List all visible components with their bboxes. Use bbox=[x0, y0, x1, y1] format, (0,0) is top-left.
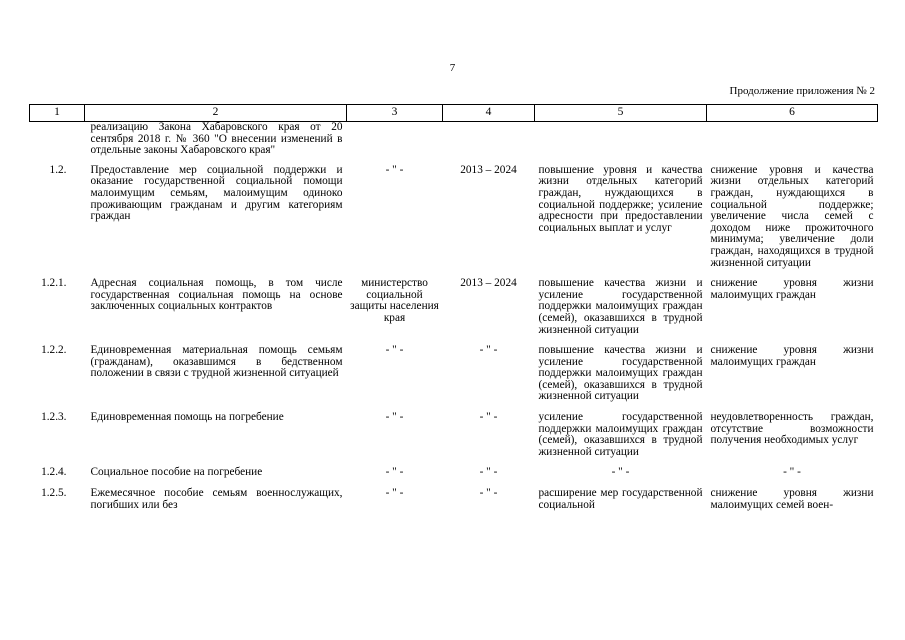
table-row bbox=[30, 412, 878, 467]
column-header: 1 bbox=[30, 105, 85, 122]
item-executor: - " - bbox=[385, 411, 404, 424]
item-result: повышение качества жизни и усиление государственной поддержки малоимущих граждан (семей), оказавшихся в трудной жизненной ситуации bbox=[538, 277, 703, 336]
item-result: повышение уровня и качества жизни отдельных категорий граждан, нуждающихся в социальной поддержке; усиление адресности при предоставлении социальных выплат и услуг bbox=[538, 163, 703, 234]
column-header: 2 bbox=[85, 105, 347, 122]
column-header: 4 bbox=[443, 105, 535, 122]
column-header: 5 bbox=[535, 105, 707, 122]
program-table bbox=[29, 104, 878, 511]
item-number: 1.2. bbox=[49, 163, 67, 176]
item-risk: - " - bbox=[783, 466, 801, 479]
item-result: расширение мер государственной социальной bbox=[538, 487, 703, 511]
page-number: 7 bbox=[449, 62, 456, 74]
item-number bbox=[30, 122, 85, 165]
item-name: Ежемесячное пособие семьям военнослужащих, погибших или без bbox=[90, 487, 343, 511]
item-period: - " - bbox=[479, 487, 498, 500]
item-risk: неудовлетворенность граждан, отсутствие возможности получения необходимых услуг bbox=[710, 411, 874, 447]
item-period: 2013 – 2024 bbox=[460, 163, 517, 176]
item-number: 1.2.2. bbox=[41, 344, 67, 357]
item-name: Адресная социальная помощь, в том числе государственная социальная помощь на основе заключенных социальных контрактов bbox=[90, 277, 343, 313]
item-executor: - " - bbox=[385, 466, 404, 479]
table-row bbox=[30, 488, 878, 511]
table-row bbox=[30, 122, 878, 165]
item-executor: - " - bbox=[385, 163, 404, 176]
table-row bbox=[30, 278, 878, 345]
item-executor: министерство социальной защиты населения края bbox=[350, 277, 439, 324]
column-header: 6 bbox=[707, 105, 878, 122]
item-risk: снижение уровня жизни малоимущих граждан bbox=[710, 277, 874, 301]
item-number: 1.2.4. bbox=[41, 466, 67, 479]
item-result: усиление государственной поддержки малоимущих граждан (семей), оказавшихся в трудной жизненной ситуации bbox=[538, 411, 703, 458]
item-number: 1.2.3. bbox=[41, 411, 67, 424]
item-result: повышение качества жизни и усиление государственной поддержки малоимущих граждан (семей), оказавшихся в трудной жизненной ситуации bbox=[538, 344, 703, 403]
item-name: Единовременная помощь на погребение bbox=[90, 411, 284, 424]
item-executor bbox=[347, 122, 443, 165]
column-header: 3 bbox=[347, 105, 443, 122]
item-period: 2013 – 2024 bbox=[460, 277, 517, 290]
item-name: реализацию Закона Хабаровского края от 20 сентября 2018 г. № 360 "О внесении изменений в отдельные законы Хабаровского края" bbox=[90, 121, 343, 157]
item-executor: - " - bbox=[385, 487, 404, 500]
continuation-label: Продолжение приложения № 2 bbox=[729, 85, 875, 97]
item-name: Социальное пособие на погребение bbox=[90, 466, 263, 479]
item-period: - " - bbox=[479, 466, 498, 479]
item-period: - " - bbox=[479, 411, 498, 424]
item-name: Единовременная материальная помощь семьям (гражданам), оказавшимся в бедственном положении в связи с трудной жизненной ситуацией bbox=[90, 344, 343, 380]
header-row bbox=[30, 105, 878, 122]
item-number: 1.2.5. bbox=[41, 487, 67, 500]
table-row bbox=[30, 165, 878, 278]
item-result bbox=[535, 122, 707, 165]
item-risk bbox=[707, 122, 878, 165]
table-row bbox=[30, 345, 878, 412]
item-risk: снижение уровня жизни малоимущих семей воен- bbox=[710, 487, 874, 511]
item-period: - " - bbox=[479, 344, 498, 357]
item-executor: - " - bbox=[385, 344, 404, 357]
table-row bbox=[30, 467, 878, 488]
item-risk: снижение уровня и качества жизни отдельных категорий граждан, нуждающихся в социальной поддержке; увеличение числа семей с доходом ниже прожиточного минимума; увеличение доли граждан, находящихся в трудной жизненной ситуации bbox=[710, 163, 874, 269]
item-period bbox=[443, 122, 535, 165]
item-risk: снижение уровня жизни малоимущих граждан bbox=[710, 344, 874, 368]
item-name: Предоставление мер социальной поддержки и оказание государственной социальной помощи малоимущим семьям, малоимущим одиноко проживающим гражданам и другим категориям граждан bbox=[90, 163, 343, 223]
item-number: 1.2.1. bbox=[41, 277, 67, 290]
item-result: - " - bbox=[611, 466, 630, 479]
